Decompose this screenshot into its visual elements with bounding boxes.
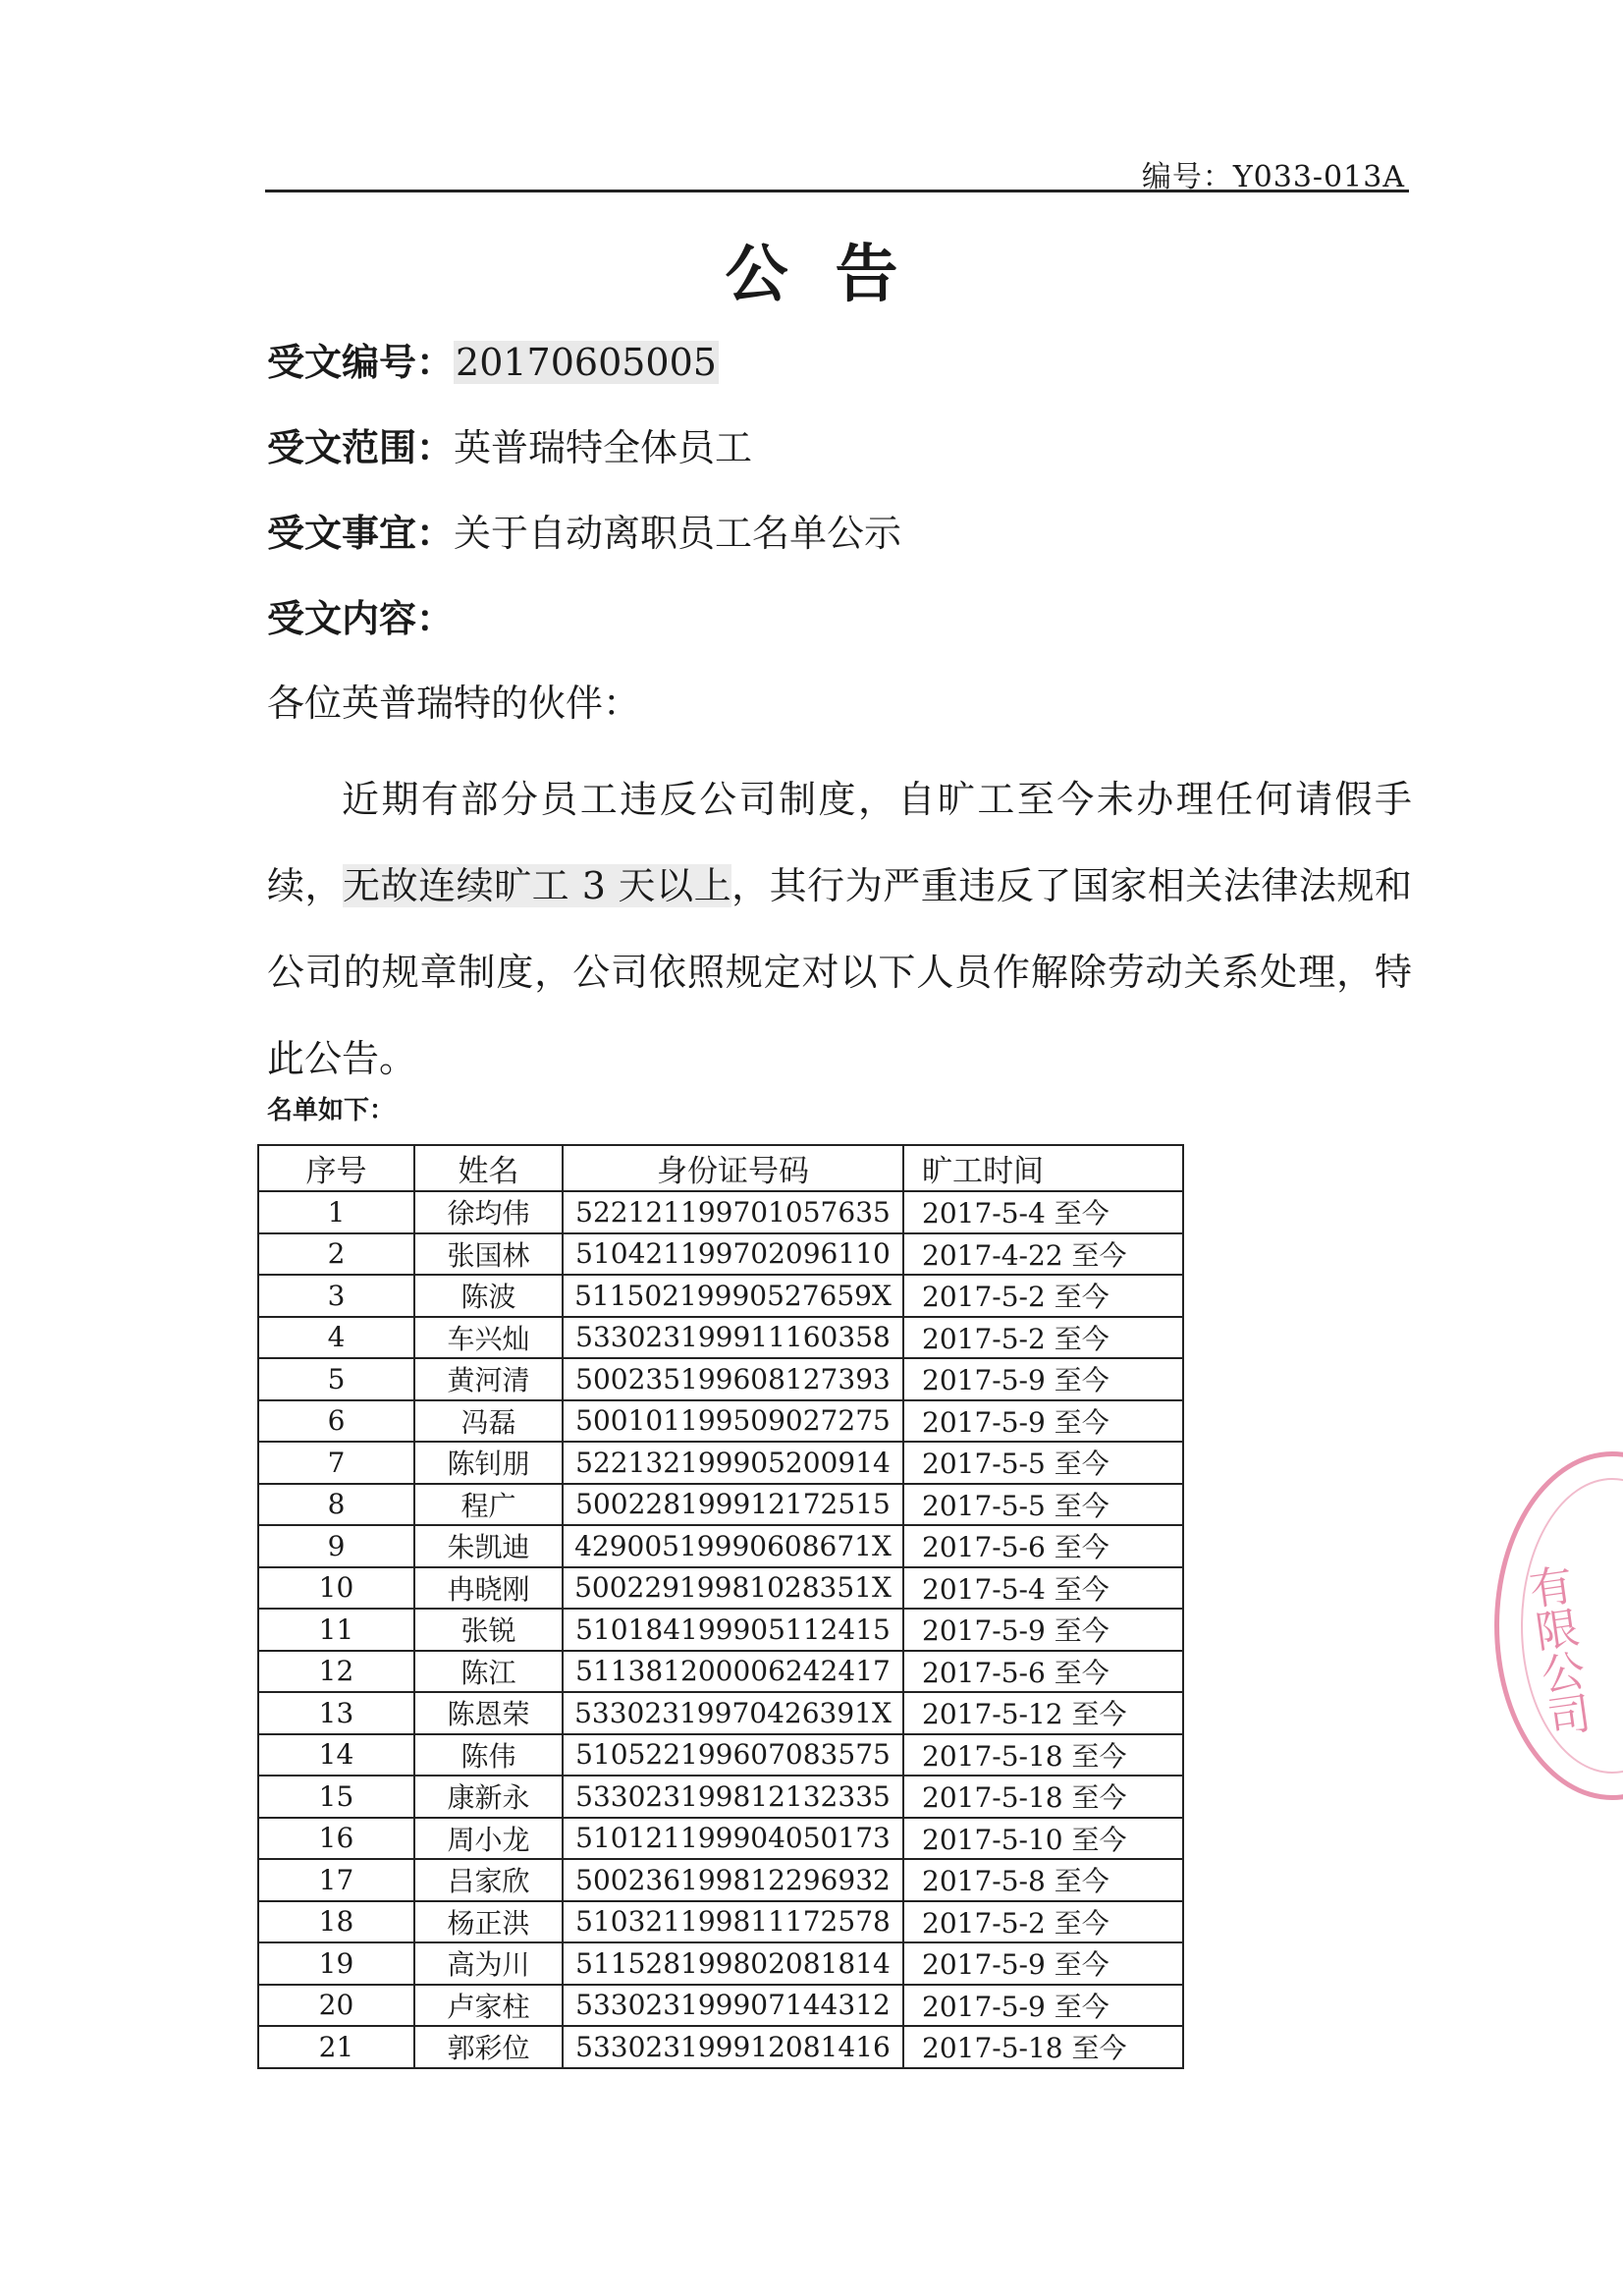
- salutation: 各位英普瑞特的伙伴：: [267, 682, 641, 725]
- dismissal-table: [257, 1144, 1184, 2069]
- field-content-label: 受文内容：: [267, 597, 455, 640]
- cell-absence-date: 2017-5-18 至今: [903, 2026, 1183, 2068]
- cell-id-number: 51150219990527659X: [563, 1275, 903, 1317]
- announcement-body: [267, 756, 1412, 1102]
- cell-name: 黄河清: [414, 1358, 563, 1400]
- cell-name: 徐均伟: [414, 1191, 563, 1233]
- cell-name: 陈恩荣: [414, 1692, 563, 1734]
- field-matter-value: 关于自动离职员工名单公示: [454, 512, 902, 555]
- company-seal: [1494, 1451, 1623, 1800]
- cell-serial-no: 7: [258, 1442, 414, 1484]
- table-row: [258, 1191, 1183, 1233]
- table-row: [258, 1651, 1183, 1693]
- field-serial-label: 受文编号：: [267, 341, 455, 384]
- cell-id-number: 510121199904050173: [563, 1818, 903, 1860]
- cell-absence-date: 2017-4-22 至今: [903, 1233, 1183, 1276]
- table-row: [258, 1609, 1183, 1651]
- cell-absence-date: 2017-5-9 至今: [903, 1358, 1183, 1400]
- table-row: [258, 1525, 1183, 1567]
- table-row: [258, 1442, 1183, 1484]
- table-row: [258, 1567, 1183, 1610]
- cell-name: 高为川: [414, 1942, 563, 1985]
- cell-name: 陈江: [414, 1651, 563, 1693]
- field-scope-label: 受文范围：: [267, 426, 455, 469]
- cell-id-number: 50022919981028351X: [563, 1567, 903, 1610]
- cell-serial-no: 6: [258, 1400, 414, 1443]
- cell-serial-no: 1: [258, 1191, 414, 1233]
- cell-serial-no: 17: [258, 1859, 414, 1901]
- cell-serial-no: 5: [258, 1358, 414, 1400]
- cell-name: 周小龙: [414, 1818, 563, 1860]
- header-name: 姓名: [414, 1145, 563, 1191]
- page-title: 公告: [725, 239, 946, 311]
- cell-id-number: 511381200006242417: [563, 1651, 903, 1693]
- cell-absence-date: 2017-5-2 至今: [903, 1317, 1183, 1359]
- header-absence-date: 旷工时间: [903, 1145, 1183, 1191]
- table-body: [258, 1191, 1183, 2068]
- cell-serial-no: 4: [258, 1317, 414, 1359]
- cell-id-number: 522121199701057635: [563, 1191, 903, 1233]
- cell-id-number: 510421199702096110: [563, 1233, 903, 1276]
- field-serial-value: 20170605005: [456, 341, 717, 384]
- body-text-highlight: 无故连续旷工 3 天以上: [343, 864, 732, 907]
- table-row: [258, 1734, 1183, 1777]
- cell-absence-date: 2017-5-5 至今: [903, 1442, 1183, 1484]
- cell-name: 程广: [414, 1484, 563, 1526]
- cell-absence-date: 2017-5-6 至今: [903, 1651, 1183, 1693]
- cell-name: 冯磊: [414, 1400, 563, 1443]
- table-row: [258, 1859, 1183, 1901]
- cell-id-number: 53302319970426391X: [563, 1692, 903, 1734]
- cell-serial-no: 10: [258, 1567, 414, 1610]
- field-matter: [267, 503, 901, 557]
- field-scope: [267, 417, 752, 471]
- document-number: 编号：Y033-013A: [1141, 160, 1405, 194]
- cell-name: 冉晓刚: [414, 1567, 563, 1610]
- cell-serial-no: 12: [258, 1651, 414, 1693]
- cell-absence-date: 2017-5-9 至今: [903, 1609, 1183, 1651]
- cell-absence-date: 2017-5-8 至今: [903, 1859, 1183, 1901]
- cell-absence-date: 2017-5-9 至今: [903, 1985, 1183, 2027]
- cell-id-number: 511528199802081814: [563, 1942, 903, 1985]
- table-row: [258, 1275, 1183, 1317]
- cell-absence-date: 2017-5-2 至今: [903, 1901, 1183, 1943]
- table-row: [258, 1400, 1183, 1443]
- cell-absence-date: 2017-5-12 至今: [903, 1692, 1183, 1734]
- cell-absence-date: 2017-5-4 至今: [903, 1191, 1183, 1233]
- cell-absence-date: 2017-5-10 至今: [903, 1818, 1183, 1860]
- table-row: [258, 1233, 1183, 1276]
- cell-serial-no: 9: [258, 1525, 414, 1567]
- cell-name: 车兴灿: [414, 1317, 563, 1359]
- cell-id-number: 533023199911160358: [563, 1317, 903, 1359]
- cell-absence-date: 2017-5-18 至今: [903, 1734, 1183, 1777]
- cell-absence-date: 2017-5-5 至今: [903, 1484, 1183, 1526]
- table-row: [258, 1942, 1183, 1985]
- cell-serial-no: 3: [258, 1275, 414, 1317]
- cell-id-number: 510522199607083575: [563, 1734, 903, 1777]
- cell-id-number: 500235199608127393: [563, 1358, 903, 1400]
- cell-id-number: 533023199907144312: [563, 1985, 903, 2027]
- header-divider: [265, 190, 1409, 192]
- cell-name: 陈钊朋: [414, 1442, 563, 1484]
- cell-id-number: 533023199912081416: [563, 2026, 903, 2068]
- cell-name: 吕家欣: [414, 1859, 563, 1901]
- table-row: [258, 1776, 1183, 1818]
- field-matter-label: 受文事宜：: [267, 512, 455, 555]
- field-scope-value: 英普瑞特全体员工: [454, 426, 753, 469]
- cell-name: 陈波: [414, 1275, 563, 1317]
- cell-serial-no: 14: [258, 1734, 414, 1777]
- cell-serial-no: 19: [258, 1942, 414, 1985]
- table-header-row: [258, 1145, 1183, 1191]
- cell-absence-date: 2017-5-6 至今: [903, 1525, 1183, 1567]
- cell-id-number: 522132199905200914: [563, 1442, 903, 1484]
- cell-absence-date: 2017-5-4 至今: [903, 1567, 1183, 1610]
- table-row: [258, 1901, 1183, 1943]
- cell-name: 张锐: [414, 1609, 563, 1651]
- cell-name: 杨正洪: [414, 1901, 563, 1943]
- body-text-part2: ，其行为严重违反了国家相关法律法规和公司的规章制度，公司依照规定对以下人员作解除劳动关系处理，特此公告。: [267, 864, 1412, 1080]
- cell-name: 朱凯迪: [414, 1525, 563, 1567]
- table-row: [258, 1985, 1183, 2027]
- cell-serial-no: 16: [258, 1818, 414, 1860]
- cell-absence-date: 2017-5-9 至今: [903, 1400, 1183, 1443]
- cell-serial-no: 15: [258, 1776, 414, 1818]
- cell-name: 陈伟: [414, 1734, 563, 1777]
- list-caption: 名单如下：: [267, 1096, 396, 1125]
- field-serial: [267, 332, 719, 386]
- cell-id-number: 510184199905112415: [563, 1609, 903, 1651]
- table-row: [258, 1484, 1183, 1526]
- cell-serial-no: 13: [258, 1692, 414, 1734]
- cell-absence-date: 2017-5-9 至今: [903, 1942, 1183, 1985]
- cell-serial-no: 18: [258, 1901, 414, 1943]
- cell-id-number: 500101199509027275: [563, 1400, 903, 1443]
- cell-absence-date: 2017-5-2 至今: [903, 1275, 1183, 1317]
- table-row: [258, 1358, 1183, 1400]
- cell-serial-no: 21: [258, 2026, 414, 2068]
- cell-name: 卢家柱: [414, 1985, 563, 2027]
- cell-name: 郭彩位: [414, 2026, 563, 2068]
- seal-text: 有限公司: [1518, 1561, 1593, 1740]
- cell-name: 张国林: [414, 1233, 563, 1276]
- table-row: [258, 1692, 1183, 1734]
- cell-id-number: 42900519990608671X: [563, 1525, 903, 1567]
- cell-serial-no: 8: [258, 1484, 414, 1526]
- table-row: [258, 1818, 1183, 1860]
- table-row: [258, 2026, 1183, 2068]
- cell-serial-no: 2: [258, 1233, 414, 1276]
- cell-id-number: 533023199812132335: [563, 1776, 903, 1818]
- cell-serial-no: 20: [258, 1985, 414, 2027]
- cell-id-number: 500236199812296932: [563, 1859, 903, 1901]
- field-content: [267, 588, 454, 642]
- header-id-number: 身份证号码: [563, 1145, 903, 1191]
- cell-id-number: 500228199912172515: [563, 1484, 903, 1526]
- table-row: [258, 1317, 1183, 1359]
- cell-id-number: 510321199811172578: [563, 1901, 903, 1943]
- cell-serial-no: 11: [258, 1609, 414, 1651]
- body-text-part1: 近期有部分员工违反公司制度，自旷工至今未办理任何请假手续，: [267, 778, 1412, 907]
- cell-absence-date: 2017-5-18 至今: [903, 1776, 1183, 1818]
- cell-name: 康新永: [414, 1776, 563, 1818]
- header-serial-no: 序号: [258, 1145, 414, 1191]
